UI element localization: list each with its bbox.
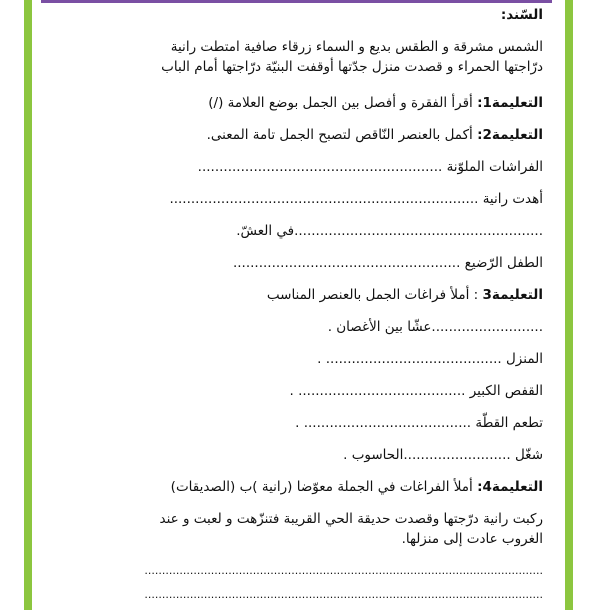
instruction-3 [267, 286, 543, 304]
instruction-3-item-4[interactable]: تطعم القطّة ....................................... . [295, 415, 543, 431]
instruction-3-item-1[interactable]: ..........................عشّا بين الأغصان . [327, 319, 543, 335]
page-border-right [565, 0, 573, 610]
instruction-3-text: : أملأ فراغات الجمل بالعنصر المناسب [266, 287, 483, 303]
instruction-1-text: أقرأ الفقرة و أفصل بين الجمل بوضع العلامة (/) [208, 95, 478, 111]
instruction-4-text-line-2: الغروب عادت إلى منزلها. [401, 531, 543, 547]
answer-line-2[interactable]: .................................................................................................................. [144, 588, 543, 601]
instruction-2-label: التعليمة2: [477, 127, 543, 143]
instruction-2-item-2[interactable]: أهدت رانية ........................................................................ [169, 191, 543, 207]
instruction-1-label: التعليمة1: [477, 95, 543, 111]
instruction-4-label: التعليمة4: [477, 479, 543, 495]
source-heading: السّند: [500, 7, 543, 23]
instruction-2-item-3[interactable]: ..........................................................في العشّ. [236, 223, 543, 239]
instruction-2-item-1[interactable]: الفراشات الملوّنة ......................................................... [197, 159, 543, 175]
instruction-3-item-2[interactable]: المنزل ......................................... . [317, 351, 543, 367]
instruction-4-text: أملأ الفراغات في الجملة معوّضا (رانية )ب (الصديقات) [170, 479, 478, 495]
answer-line-1[interactable]: .................................................................................................................. [144, 564, 543, 577]
instruction-3-label: التعليمة3 [482, 287, 543, 303]
instruction-4-text-line-1: ركبت رانية درّجتها وقصدت حديقة الحي القريبة فتنزّهت و لعبت و عند [159, 511, 543, 527]
instruction-4 [171, 478, 543, 496]
page-border-left [24, 0, 32, 610]
worksheet [32, 0, 565, 610]
instruction-2-text: أكمل بالعنصر النّاقص لتصبح الجمل تامة المعنى. [206, 127, 478, 143]
source-text-line-1: الشمس مشرقة و الطقس بديع و السماء زرقاء صافية امتطت رانية [170, 39, 543, 55]
instruction-1 [208, 94, 543, 112]
instruction-3-item-5[interactable]: شغّل .........................الحاسوب . [343, 447, 543, 463]
source-text-line-2: درّاجتها الحمراء و قصدت منزل جدّتها أوقفت البنيّة درّاجتها أمام الباب [161, 59, 543, 75]
instruction-2 [207, 126, 543, 144]
instruction-3-item-3[interactable]: القفص الكبير ....................................... . [289, 383, 543, 399]
instruction-2-item-4[interactable]: الطفل الرّضيع ..................................................... [232, 255, 543, 271]
